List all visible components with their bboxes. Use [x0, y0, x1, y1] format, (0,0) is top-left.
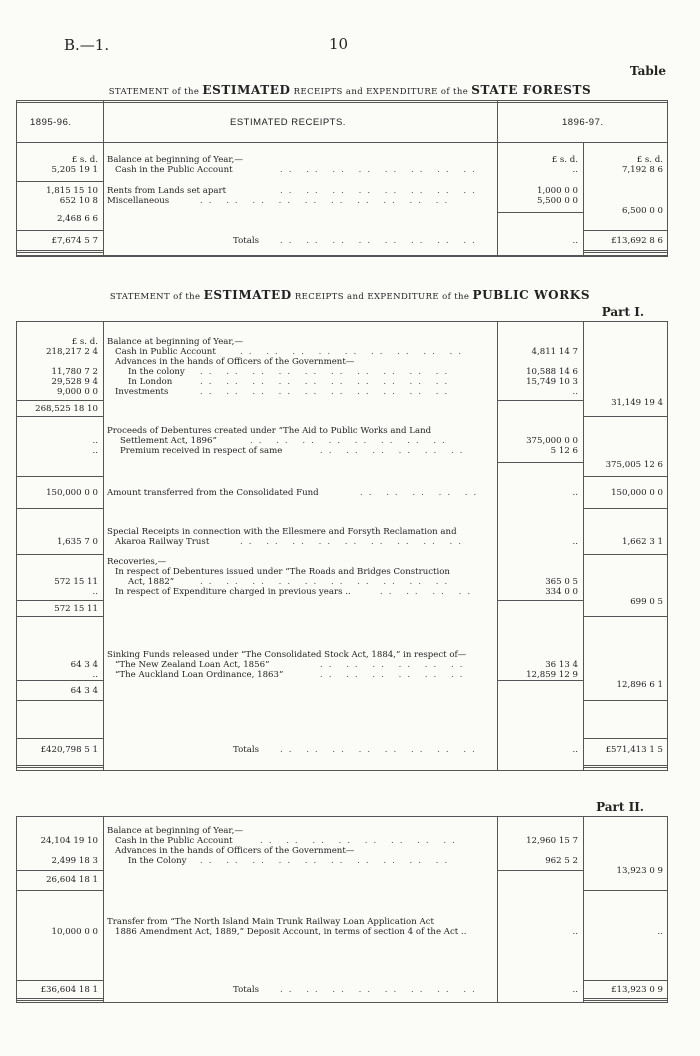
nz-loan-label: “The New Zealand Loan Act, 1856” [115, 660, 270, 670]
dot-leader: .. .. .. .. .. .. .. .. [280, 186, 481, 196]
cash-mid: 4,811 14 7 [531, 347, 578, 357]
recoveries-line2: Act, 1882” [128, 577, 175, 587]
recoveries-mid: 365 0 5 [545, 577, 578, 587]
special-line2: Akaroa Railway Trust [115, 537, 210, 547]
consolidated-right: 150,000 0 0 [611, 488, 663, 498]
dot-leader: .. .. .. .. .. .. .. .. .. .. [200, 387, 454, 397]
total-left: £420,798 5 1 [40, 745, 98, 755]
dot-leader: .. .. .. .. .. .. [320, 446, 469, 456]
recoveries-subtotal-left: 572 15 11 [54, 604, 98, 614]
total-label: Totals [233, 985, 259, 995]
total-mid: .. [572, 236, 578, 246]
balance-heading: Balance at beginning of Year,— [107, 826, 243, 836]
sinking-line1: Sinking Funds released under “The Consolidated Stock Act, 1884,” in respect of— [107, 650, 467, 660]
recoveries-line1: In respect of Debentures issued under “The Roads and Bridges Construction [115, 567, 450, 577]
transfer-mid: .. [572, 927, 578, 937]
balance-heading: Balance at beginning of Year,— [107, 337, 243, 347]
dot-leader: .. .. .. .. .. .. .. .. .. .. [200, 377, 454, 387]
colony-left: 11,780 7 2 [51, 367, 98, 377]
row-sublabel: Cash in the Public Account [115, 165, 233, 175]
currency-mid: £ s. d. [551, 155, 578, 165]
dot-leader: .. .. .. .. .. .. .. .. [280, 165, 481, 175]
consolidated-left: 150,000 0 0 [46, 488, 98, 498]
expenditure-mid: 334 0 0 [545, 587, 578, 597]
currency-left: £ s. d. [71, 155, 98, 165]
dot-leader: .. .. .. .. .. .. [320, 660, 469, 670]
cash-label: Cash in the Public Account [115, 836, 233, 846]
part-two-label: Part II. [596, 800, 644, 814]
row-right: 7,192 8 6 [621, 165, 663, 175]
special-mid: .. [572, 537, 578, 547]
recoveries-heading: Recoveries,— [107, 557, 167, 567]
dot-leader: .. .. .. .. .. .. .. .. .. .. [200, 856, 454, 866]
special-line1: Special Receipts in connection with the Ellesmere and Forsyth Reclamation and [107, 527, 457, 537]
subtotal-left: 2,468 6 6 [56, 214, 98, 224]
recoveries-left: 572 15 11 [54, 577, 98, 587]
works-title: STATEMENT of the ESTIMATED RECEIPTS and EXPENDITURE of the PUBLIC WORKS [109, 288, 591, 302]
london-label: In London [128, 377, 173, 387]
london-mid: 15,749 10 3 [526, 377, 578, 387]
forests-title: STATEMENT of the ESTIMATED RECEIPTS and EXPENDITURE of the STATE FORESTS [108, 83, 592, 97]
advances-label: Advances in the hands of Officers of the Government— [115, 846, 355, 856]
forests-head-mid: ESTIMATED RECEIPTS. [230, 117, 346, 128]
cash-label: Cash in Public Account [115, 347, 216, 357]
row-left: 1,815 15 10 [46, 186, 98, 196]
recoveries-right: 699 0 5 [630, 597, 663, 607]
cash-mid: 12,960 15 7 [526, 836, 578, 846]
row-label: Rents from Lands set apart [107, 186, 227, 196]
colony-label: In the Colony [128, 856, 187, 866]
total-right: £13,692 8 6 [611, 236, 663, 246]
total-label: Totals [233, 236, 259, 246]
consolidated-mid: .. [572, 488, 578, 498]
currency-left: £ s. d. [71, 337, 98, 347]
auckland-loan-mid: 12,859 12 9 [526, 670, 578, 680]
dot-leader: .. .. .. .. .. .. .. .. [260, 836, 461, 846]
total-left: £36,604 18 1 [40, 985, 98, 995]
colony-mid: 10,588 14 6 [526, 367, 578, 377]
sinking-subtotal-left: 64 3 4 [70, 686, 98, 696]
table-label: Table [629, 64, 666, 78]
debentures-right: 375,005 12 6 [605, 460, 663, 470]
nz-loan-mid: 36 13 4 [545, 660, 578, 670]
auckland-loan-label: “The Auckland Loan Ordinance, 1863” [115, 670, 284, 680]
cash-left: 218,217 2 4 [46, 347, 98, 357]
row-mid: .. [572, 165, 578, 175]
premium-left: .. [92, 446, 98, 456]
dot-leader: .. .. .. .. .. .. .. .. .. [240, 347, 468, 357]
total-mid: .. [572, 985, 578, 995]
balance-right: 31,149 19 4 [611, 398, 663, 408]
subtotal-right: 6,500 0 0 [621, 206, 663, 216]
special-right: 1,662 3 1 [621, 537, 663, 547]
colony-left: 2,499 18 3 [51, 856, 98, 866]
premium-label: Premium received in respect of same [120, 446, 283, 456]
transfer-right: .. [657, 927, 663, 937]
transfer-left: 10,000 0 0 [51, 927, 98, 937]
row-left: 5,205 19 1 [51, 165, 98, 175]
row-left: 652 10 8 [59, 196, 98, 206]
london-left: 29,528 9 4 [51, 377, 98, 387]
dot-leader: .. .. .. .. .. .. .. .. .. .. [200, 577, 454, 587]
investments-label: Investments [115, 387, 169, 397]
page-identifier: B.—1. [64, 36, 110, 54]
forests-head-right: 1896-97. [562, 117, 604, 128]
special-left: 1,635 7 0 [56, 537, 98, 547]
dot-leader: .. .. .. .. [380, 587, 477, 597]
row-mid: 5,500 0 0 [536, 196, 578, 206]
balance-subtotal-left: 26,604 18 1 [46, 875, 98, 885]
debentures-line1: Proceeds of Debentures created under “The Aid to Public Works and Land [107, 426, 432, 436]
expenditure-label: In respect of Expenditure charged in previous years .. [115, 587, 351, 597]
total-right: £571,413 1 5 [605, 745, 663, 755]
dot-leader: .. .. .. .. .. .. .. .. [280, 745, 481, 755]
total-mid: .. [572, 745, 578, 755]
colony-label: In the colony [128, 367, 185, 377]
auckland-loan-left: .. [92, 670, 98, 680]
currency-right: £ s. d. [636, 155, 663, 165]
colony-mid: 962 5 2 [545, 856, 578, 866]
expenditure-left: .. [92, 587, 98, 597]
dot-leader: .. .. .. .. .. .. [320, 670, 469, 680]
cash-left: 24,104 19 10 [40, 836, 98, 846]
row-mid: 1,000 0 0 [536, 186, 578, 196]
total-right: £13,923 0 9 [611, 985, 663, 995]
row-label: Balance at beginning of Year,— [107, 155, 243, 165]
debentures-left: .. [92, 436, 98, 446]
balance-subtotal-left: 268,525 18 10 [35, 404, 98, 414]
dot-leader: .. .. .. .. .. .. .. .. .. .. [200, 196, 454, 206]
debentures-mid: 375,000 0 0 [526, 436, 578, 446]
transfer-line1: Transfer from “The North Island Main Trunk Railway Loan Application Act [107, 917, 434, 927]
transfer-line2: 1886 Amendment Act, 1889,” Deposit Account, in terms of section 4 of the Act .. [115, 927, 467, 937]
dot-leader: .. .. .. .. .. .. .. .. [250, 436, 451, 446]
part-one-label: Part I. [601, 305, 644, 319]
advances-label: Advances in the hands of Officers of the Government— [115, 357, 355, 367]
total-left: £7,674 5 7 [51, 236, 98, 246]
page-number: 10 [329, 35, 349, 53]
debentures-line2: Settlement Act, 1896” [120, 436, 217, 446]
dot-leader: .. .. .. .. .. [360, 488, 483, 498]
dot-leader: .. .. .. .. .. .. .. .. .. .. [200, 367, 454, 377]
dot-leader: .. .. .. .. .. .. .. .. [280, 236, 481, 246]
total-label: Totals [233, 745, 259, 755]
dot-leader: .. .. .. .. .. .. .. .. [280, 985, 481, 995]
balance-right: 13,923 0 9 [616, 866, 663, 876]
premium-mid: 5 12 6 [550, 446, 578, 456]
consolidated-label: Amount transferred from the Consolidated Fund [107, 488, 319, 498]
forests-head-left: 1895-96. [30, 117, 72, 128]
nz-loan-left: 64 3 4 [70, 660, 98, 670]
row-label: Miscellaneous [107, 196, 170, 206]
dot-leader: .. .. .. .. .. .. .. .. .. [240, 537, 468, 547]
sinking-right: 12,896 6 1 [616, 680, 663, 690]
investments-left: 9,000 0 0 [56, 387, 98, 397]
investments-mid: .. [572, 387, 578, 397]
